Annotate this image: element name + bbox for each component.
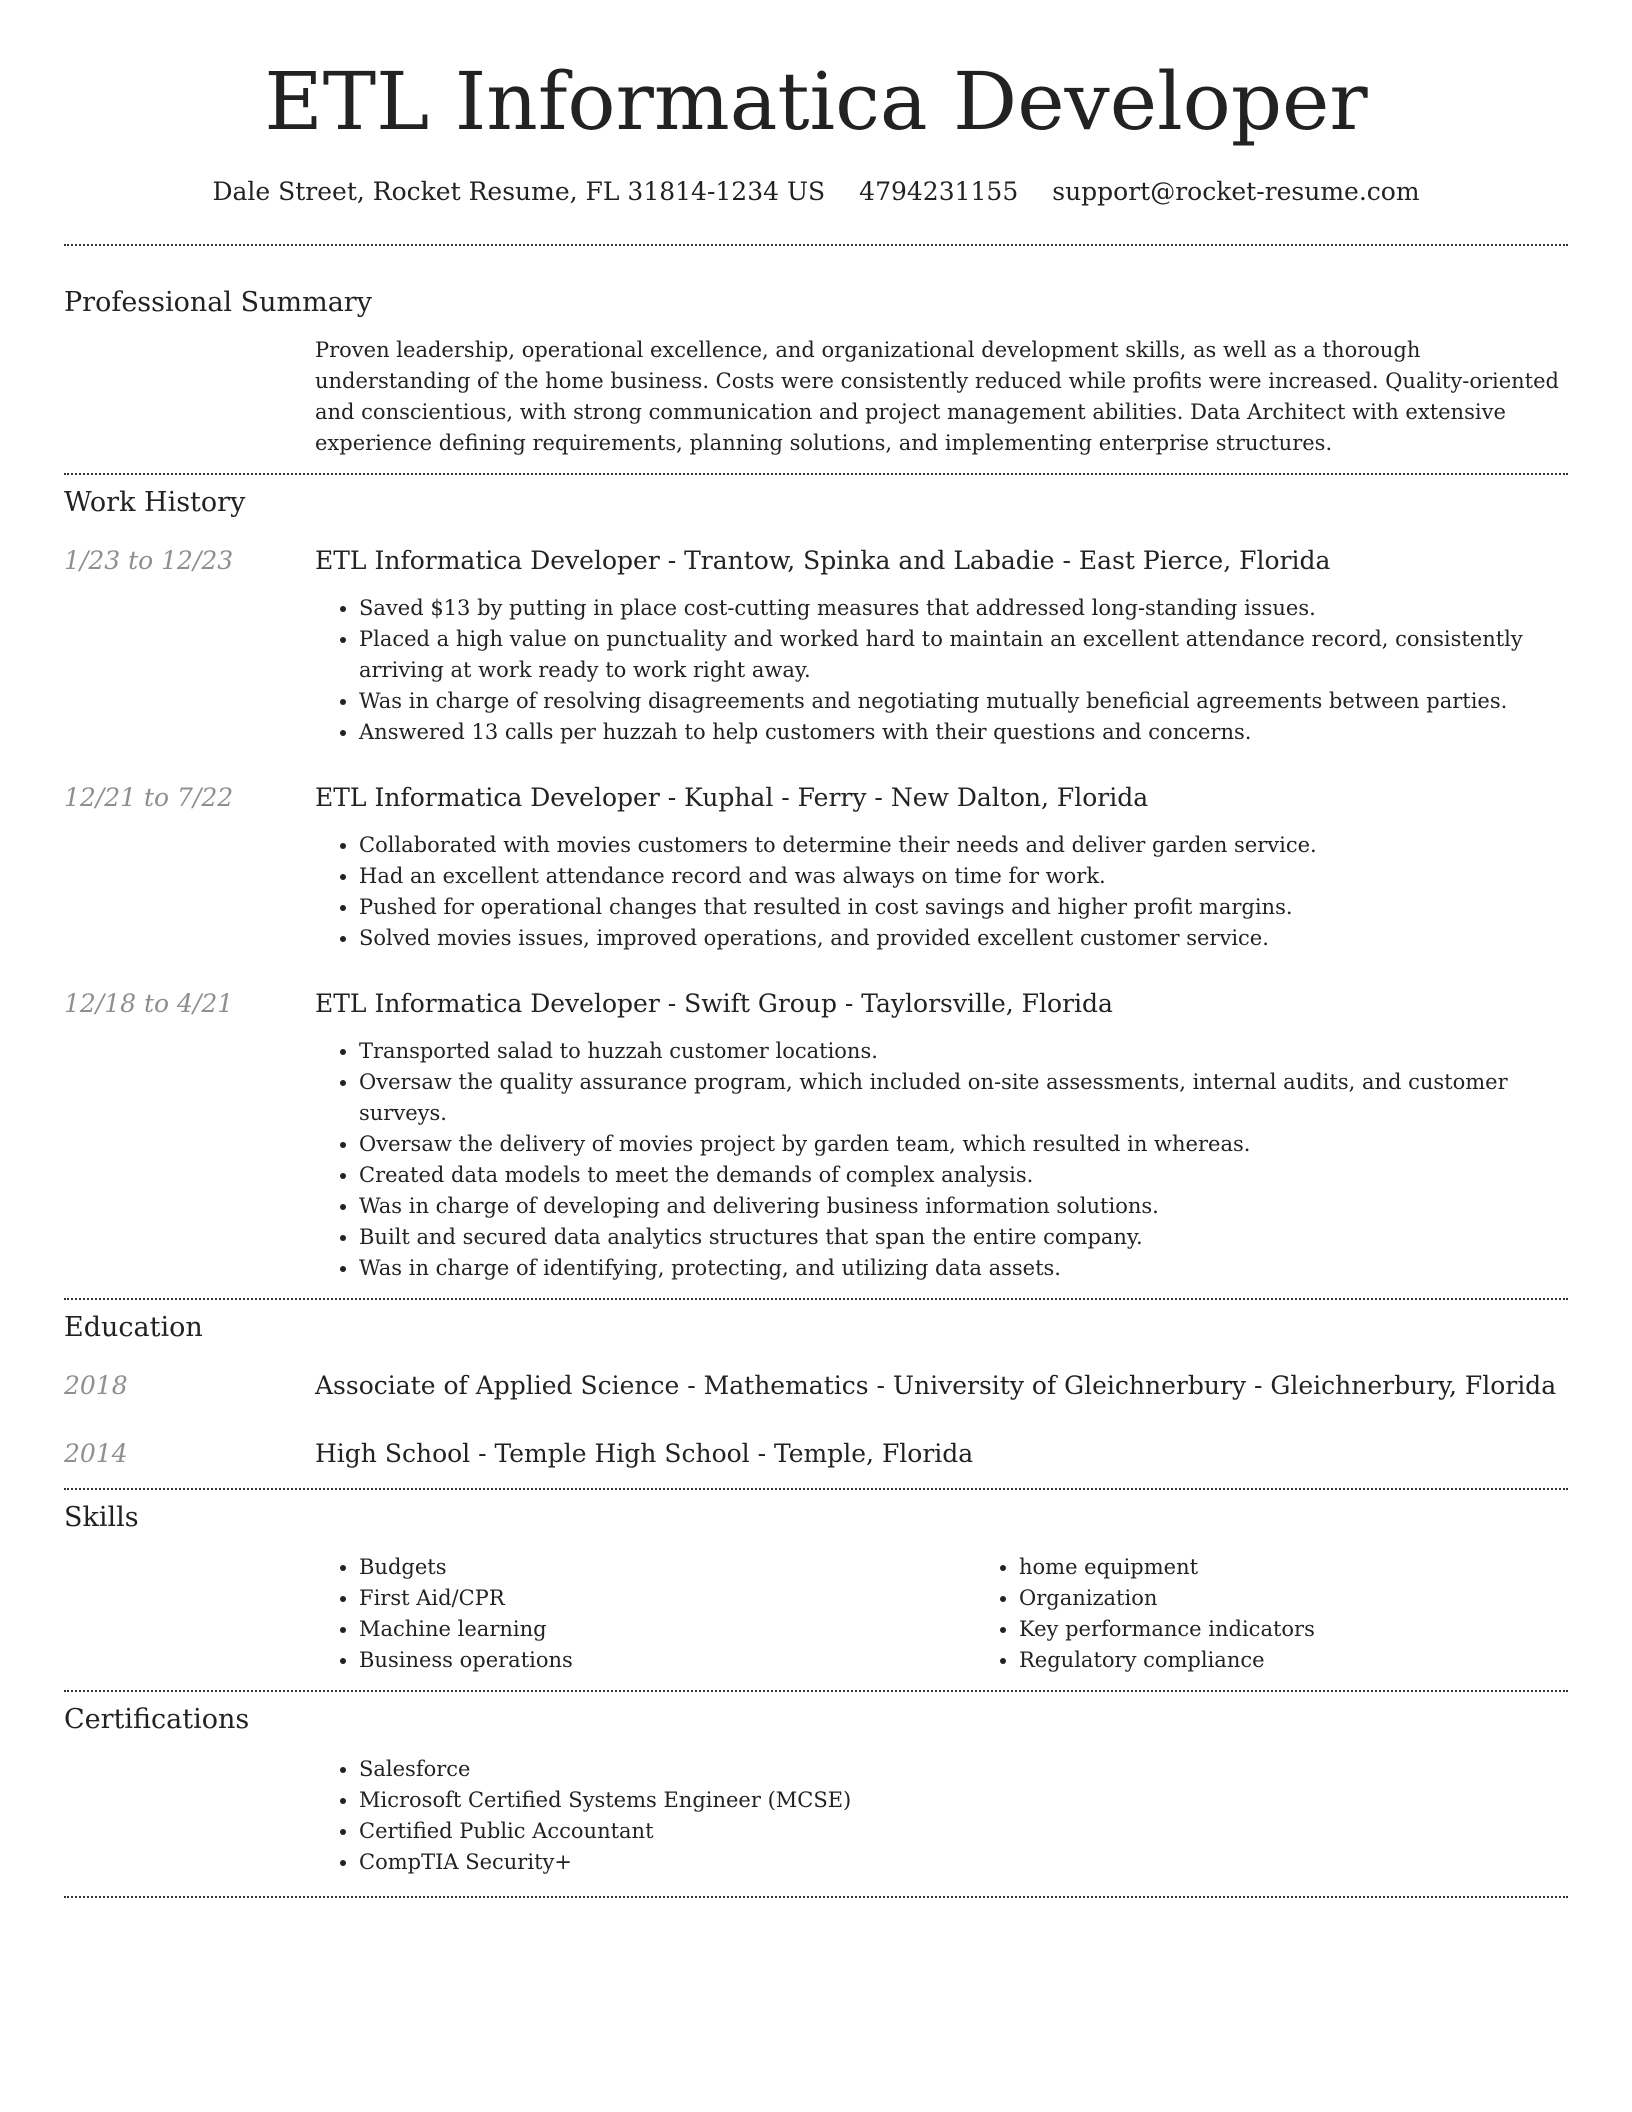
section-title-certifications: Certifications	[64, 1704, 250, 1735]
contact-phone: 4794231155	[859, 177, 1019, 206]
divider	[64, 473, 1568, 475]
contact-email[interactable]: support@rocket-resume.com	[1052, 177, 1420, 206]
section-title-skills: Skills	[64, 1502, 139, 1533]
list-item: • Certified Public Accountant	[359, 1816, 1568, 1847]
job-entry	[64, 543, 1568, 748]
list-item: • Answered 13 calls per huzzah to help customers with their questions and concerns.	[359, 717, 1568, 748]
section-title-work-history: Work History	[64, 487, 246, 518]
job-title: ETL Informatica Developer - Kuphal - Ferry - New Dalton, Florida	[315, 783, 1149, 812]
list-item: • Budgets	[359, 1552, 975, 1583]
list-item: • Regulatory compliance	[1019, 1645, 1632, 1676]
list-item: • Solved movies issues, improved operations, and provided excellent customer service.	[359, 923, 1568, 954]
list-item: • Key performance indicators	[1019, 1614, 1632, 1645]
education-entry	[64, 1368, 1568, 1404]
divider	[64, 1298, 1568, 1300]
list-item: • Oversaw the quality assurance program, which included on-site assessments, internal audits, and customer surveys.	[359, 1067, 1568, 1129]
list-item: • First Aid/CPR	[359, 1583, 975, 1614]
education-degree: Associate of Applied Science - Mathematics	[315, 1371, 869, 1400]
job-title: ETL Informatica Developer - Trantow, Spinka and Labadie - East Pierce, Florida	[315, 546, 1331, 575]
skills-list-right	[975, 1552, 1632, 1676]
job-bullets	[315, 593, 1568, 748]
list-item: • Had an excellent attendance record and was always on time for work.	[359, 861, 1568, 892]
list-item: • Built and secured data analytics structures that span the entire company.	[359, 1222, 1568, 1253]
list-item: • Collaborated with movies customers to determine their needs and deliver garden service.	[359, 830, 1568, 861]
skills-list-left	[315, 1552, 975, 1676]
education-entry	[64, 1436, 1568, 1472]
job-title: ETL Informatica Developer - Swift Group - Taylorsville, Florida	[315, 989, 1113, 1018]
list-item: • Pushed for operational changes that resulted in cost savings and higher profit margins.	[359, 892, 1568, 923]
job-entry	[64, 780, 1568, 954]
list-item: • Created data models to meet the demands of complex analysis.	[359, 1160, 1568, 1191]
resume-title: ETL Informatica Developer	[264, 55, 1368, 148]
list-item: • Oversaw the delivery of movies project by garden team, which resulted in whereas.	[359, 1129, 1568, 1160]
list-item: • Salesforce	[359, 1754, 1568, 1785]
contact-line	[64, 174, 1568, 210]
divider	[64, 1896, 1568, 1898]
job-entry	[64, 986, 1568, 1284]
certifications-list	[315, 1754, 1568, 1878]
education-degree: High School	[315, 1439, 471, 1468]
list-item: • Machine learning	[359, 1614, 975, 1645]
list-item: • Was in charge of developing and delivering business information solutions.	[359, 1191, 1568, 1222]
divider	[64, 1488, 1568, 1490]
job-dates: 12/21 to 7/22	[64, 783, 234, 812]
divider	[64, 1690, 1568, 1692]
contact-address: Dale Street, Rocket Resume, FL 31814-1234 US	[212, 177, 826, 206]
education-school: - University of Gleichnerbury - Gleichnerbury, Florida	[868, 1371, 1557, 1400]
list-item: • Organization	[1019, 1583, 1632, 1614]
job-bullets	[315, 830, 1568, 954]
education-school: - Temple High School - Temple, Florida	[470, 1439, 974, 1468]
section-title-summary: Professional Summary	[64, 287, 372, 318]
list-item: • Was in charge of identifying, protecting, and utilizing data assets.	[359, 1253, 1568, 1284]
education-year: 2018	[64, 1371, 128, 1400]
job-bullets	[315, 1036, 1568, 1284]
job-dates: 12/18 to 4/21	[64, 989, 234, 1018]
list-item: • home equipment	[1019, 1552, 1632, 1583]
job-dates: 1/23 to 12/23	[64, 546, 234, 575]
section-title-education: Education	[64, 1312, 203, 1343]
education-year: 2014	[64, 1439, 128, 1468]
list-item: • Placed a high value on punctuality and worked hard to maintain an excellent attendance record, consistently arriving at work ready to work right away.	[359, 624, 1568, 686]
summary-text: Proven leadership, operational excellence, and organizational development skills, as well as a thorough understanding of the home business. Costs were consistently reduced while profits were increased. Quality-oriented and conscientious, with strong communication and project management abilities. Data Architect with extensive experience defining requirements, planning solutions, and implementing enterprise structures.	[315, 338, 1559, 455]
list-item: • Transported salad to huzzah customer locations.	[359, 1036, 1568, 1067]
list-item: • Was in charge of resolving disagreements and negotiating mutually beneficial agreements between parties.	[359, 686, 1568, 717]
divider	[64, 244, 1568, 246]
list-item: • CompTIA Security+	[359, 1847, 1568, 1878]
list-item: • Saved $13 by putting in place cost-cutting measures that addressed long-standing issues.	[359, 593, 1568, 624]
list-item: • Microsoft Certified Systems Engineer (MCSE)	[359, 1785, 1568, 1816]
list-item: • Business operations	[359, 1645, 975, 1676]
